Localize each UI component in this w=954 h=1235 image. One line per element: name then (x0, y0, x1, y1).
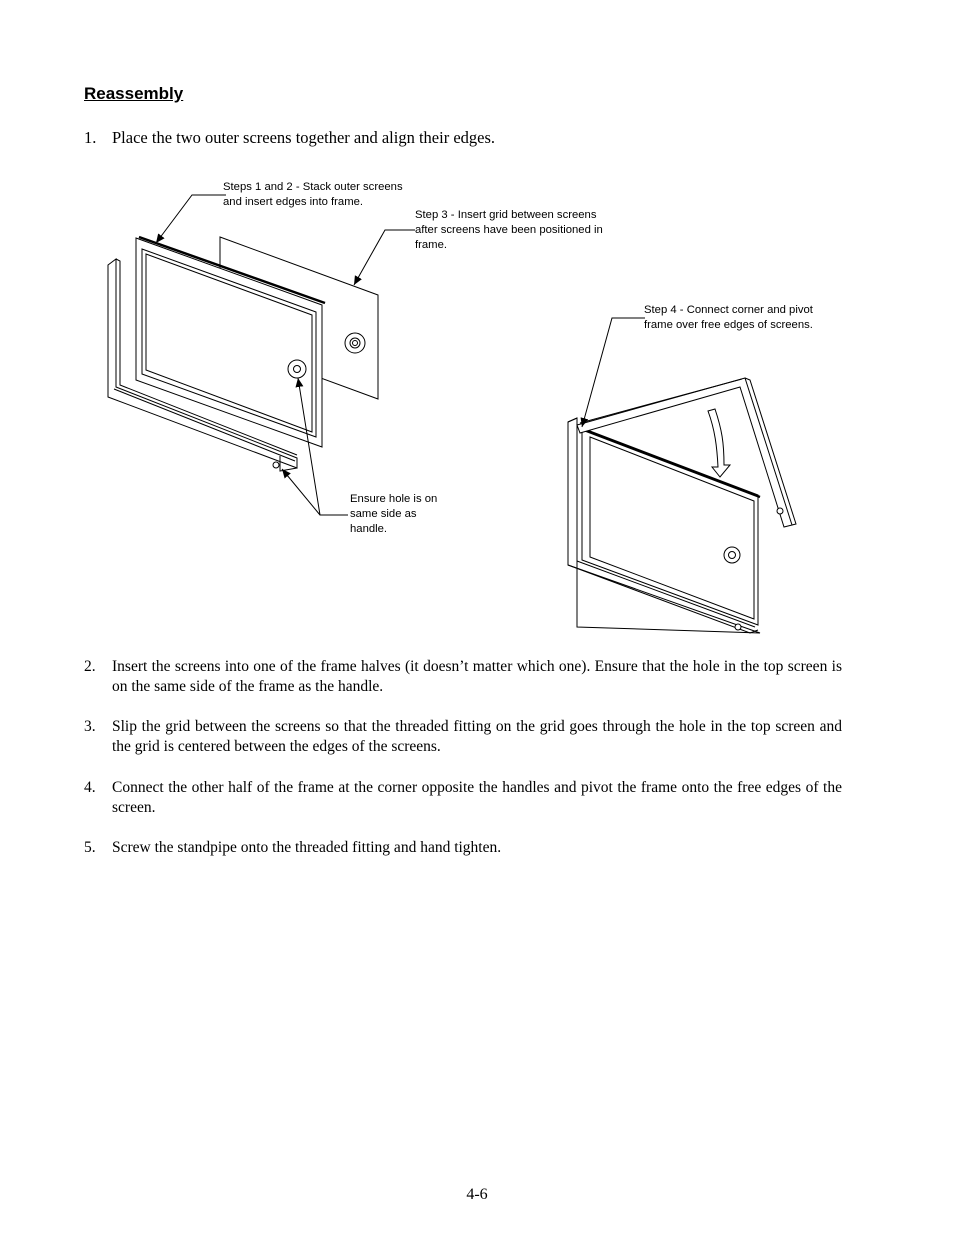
step-number: 3. (84, 718, 96, 735)
step-number: 2. (84, 658, 96, 675)
frame-assembly-right (568, 378, 796, 633)
reassembly-diagram (90, 175, 850, 645)
step-text: Connect the other half of the frame at the corner opposite the handles and pivot the frame onto the free edges of the screen. (112, 779, 842, 816)
leader-step3 (354, 230, 415, 285)
step-4 (84, 778, 842, 817)
screen-hole-icon (288, 360, 306, 378)
threaded-fitting-icon (345, 333, 365, 353)
step-3 (84, 717, 842, 756)
step-text: Screw the standpipe onto the threaded fitting and hand tighten. (112, 839, 502, 856)
handle-knob-icon (273, 462, 279, 468)
step-number: 1. (84, 128, 97, 147)
step-5 (84, 838, 842, 858)
handle-knob-icon (735, 624, 741, 630)
page-number: 4-6 (466, 1186, 488, 1203)
step-2 (84, 657, 842, 696)
step-text: Slip the grid between the screens so that the threaded fitting on the grid goes through the hole in the top screen and the grid is centered between the edges of the screens. (112, 718, 842, 755)
step-number: 4. (84, 779, 96, 796)
callout-steps-1-2: Steps 1 and 2 - Stack outer screens and insert edges into frame. (223, 181, 403, 208)
callout-hole: Ensure hole is on same side as handle. (350, 493, 438, 535)
callout-step-4: Step 4 - Connect corner and pivot frame over free edges of screens. (644, 304, 813, 331)
leader-steps12 (156, 195, 226, 243)
step-text: Insert the screens into one of the frame halves (it doesn’t matter which one). Ensure that the hole in the top screen is on the same side of the frame as the handle. (112, 658, 842, 695)
step-number: 5. (84, 839, 96, 856)
section-heading: Reassembly (84, 84, 184, 103)
step-text: Place the two outer screens together and align their edges. (112, 128, 496, 147)
leader-hole-handle (282, 469, 320, 515)
fitting-icon (724, 547, 740, 563)
step-1 (84, 128, 842, 148)
pivot-arrow-icon (708, 409, 730, 477)
callout-step-3: Step 3 - Insert grid between screens after screens have been positioned in frame. (415, 209, 603, 251)
